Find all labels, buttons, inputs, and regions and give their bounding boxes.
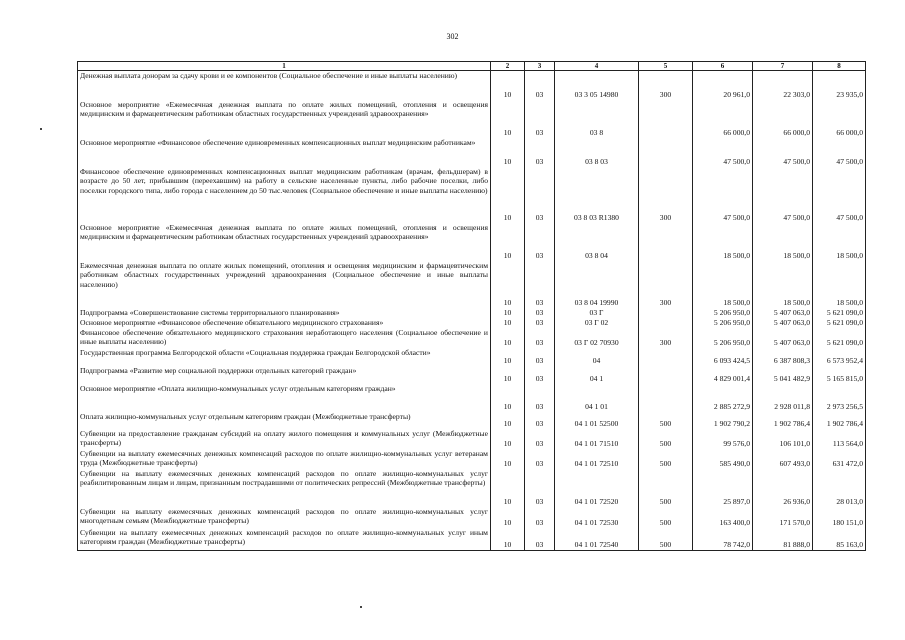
row-amount-year1: 5 206 950,0 (693, 308, 753, 318)
row-subsection-code: 03 (525, 223, 555, 261)
row-amount-year3: 47 500,0 (813, 138, 866, 167)
row-amount-year2: 5 041 482,9 (753, 366, 813, 384)
column-header: 3 (525, 62, 555, 71)
table-row (78, 384, 866, 412)
row-amount-year3: 180 151,0 (813, 507, 866, 528)
row-expense-type (639, 348, 693, 366)
row-amount-year3: 18 500,0 (813, 261, 866, 308)
table-row (78, 366, 866, 384)
row-amount-year2: 1 902 786,4 (753, 412, 813, 429)
row-amount-year3: 2 973 256,5 (813, 384, 866, 412)
row-target-code: 03 Г 02 70930 (555, 328, 639, 348)
row-amount-year2: 5 407 063,0 (753, 328, 813, 348)
row-amount-year3: 85 163,0 (813, 528, 866, 551)
row-target-code: 04 1 (555, 366, 639, 384)
budget-table (77, 61, 866, 551)
row-expense-type: 500 (639, 528, 693, 551)
row-expense-type: 300 (639, 71, 693, 100)
row-target-code: 04 1 01 (555, 384, 639, 412)
row-subsection-code: 03 (525, 366, 555, 384)
row-amount-year2: 47 500,0 (753, 138, 813, 167)
row-amount-year1: 66 000,0 (693, 100, 753, 138)
row-subsection-code: 03 (525, 528, 555, 551)
row-subsection-code: 03 (525, 384, 555, 412)
table-row (78, 100, 866, 138)
row-target-code: 03 8 03 R1380 (555, 167, 639, 223)
row-amount-year1: 2 885 272,9 (693, 384, 753, 412)
row-description: Основное мероприятие «Финансовое обеспечение обязательного медицинского страхования» (78, 318, 491, 328)
row-subsection-code: 03 (525, 138, 555, 167)
row-target-code: 04 1 01 72520 (555, 469, 639, 507)
row-expense-type (639, 318, 693, 328)
column-header: 1 (78, 62, 491, 71)
row-amount-year1: 5 206 950,0 (693, 328, 753, 348)
row-target-code: 03 8 04 (555, 223, 639, 261)
scan-speck (360, 606, 362, 608)
row-description: Субвенции на выплату ежемесячных денежных компенсаций расходов по оплате жилищно-коммунальных услуг реабилитированным лицам и лицам, признанным пострадавшими от политических репрессий (Межбюджетные трансферты) (78, 469, 491, 507)
row-description: Субвенции на выплату ежемесячных денежных компенсаций расходов по оплате жилищно-коммунальных услуг ветеранам труда (Межбюджетные трансферты) (78, 449, 491, 469)
table-row (78, 308, 866, 318)
row-amount-year2: 5 407 063,0 (753, 308, 813, 318)
table-row (78, 412, 866, 429)
row-amount-year3: 113 564,0 (813, 429, 866, 449)
table-row (78, 318, 866, 328)
row-expense-type (639, 384, 693, 412)
row-target-code: 04 1 01 72540 (555, 528, 639, 551)
row-expense-type (639, 100, 693, 138)
row-description: Субвенции на предоставление гражданам субсидий на оплату жилого помещения и коммунальных услуг (Межбюджетные трансферты) (78, 429, 491, 449)
row-section-code: 10 (491, 261, 525, 308)
table-row (78, 328, 866, 348)
row-expense-type: 500 (639, 507, 693, 528)
row-target-code: 03 8 03 (555, 138, 639, 167)
table-row (78, 528, 866, 551)
row-subsection-code: 03 (525, 449, 555, 469)
row-subsection-code: 03 (525, 100, 555, 138)
row-section-code: 10 (491, 384, 525, 412)
row-expense-type (639, 366, 693, 384)
row-section-code: 10 (491, 528, 525, 551)
row-description: Подпрограмма «Развитие мер социальной поддержки отдельных категорий граждан» (78, 366, 491, 384)
column-header: 8 (813, 62, 866, 71)
row-amount-year1: 47 500,0 (693, 167, 753, 223)
page-number: 302 (446, 32, 459, 41)
row-amount-year1: 99 576,0 (693, 429, 753, 449)
row-amount-year3: 28 013,0 (813, 469, 866, 507)
row-amount-year3: 5 621 090,0 (813, 308, 866, 318)
row-section-code: 10 (491, 100, 525, 138)
table-row (78, 261, 866, 308)
row-description: Субвенции на выплату ежемесячных денежных компенсаций расходов по оплате жилищно-коммунальных услуг многодетным семьям (Межбюджетные трансферты) (78, 507, 491, 528)
row-subsection-code: 03 (525, 412, 555, 429)
row-subsection-code: 03 (525, 167, 555, 223)
row-expense-type: 300 (639, 167, 693, 223)
table-row (78, 507, 866, 528)
row-target-code: 04 (555, 348, 639, 366)
row-amount-year2: 26 936,0 (753, 469, 813, 507)
row-expense-type: 300 (639, 328, 693, 348)
row-expense-type: 500 (639, 449, 693, 469)
row-subsection-code: 03 (525, 71, 555, 100)
row-amount-year1: 1 902 790,2 (693, 412, 753, 429)
row-target-code: 03 8 04 19990 (555, 261, 639, 308)
row-section-code: 10 (491, 449, 525, 469)
row-section-code: 10 (491, 167, 525, 223)
row-amount-year2: 47 500,0 (753, 167, 813, 223)
row-target-code: 03 3 05 14980 (555, 71, 639, 100)
row-amount-year2: 5 407 063,0 (753, 318, 813, 328)
row-target-code: 04 1 01 71510 (555, 429, 639, 449)
row-description: Оплата жилищно-коммунальных услуг отдельным категориям граждан (Межбюджетные трансферты) (78, 412, 491, 429)
row-amount-year1: 5 206 950,0 (693, 318, 753, 328)
table-row (78, 138, 866, 167)
row-amount-year2: 18 500,0 (753, 223, 813, 261)
column-header: 4 (555, 62, 639, 71)
row-expense-type: 500 (639, 429, 693, 449)
row-amount-year3: 5 165 815,0 (813, 366, 866, 384)
row-expense-type: 500 (639, 412, 693, 429)
row-section-code: 10 (491, 308, 525, 318)
row-amount-year1: 20 961,0 (693, 71, 753, 100)
row-description: Подпрограмма «Совершенствование системы территориального планирования» (78, 308, 491, 318)
row-amount-year2: 66 000,0 (753, 100, 813, 138)
row-amount-year2: 22 303,0 (753, 71, 813, 100)
row-section-code: 10 (491, 348, 525, 366)
row-amount-year3: 47 500,0 (813, 167, 866, 223)
table-row (78, 167, 866, 223)
row-amount-year3: 5 621 090,0 (813, 328, 866, 348)
row-amount-year1: 4 829 001,4 (693, 366, 753, 384)
row-section-code: 10 (491, 366, 525, 384)
row-expense-type: 500 (639, 469, 693, 507)
row-description: Основное мероприятие «Оплата жилищно-коммунальных услуг отдельным категориям граждан» (78, 384, 491, 412)
row-amount-year3: 18 500,0 (813, 223, 866, 261)
row-description: Государственная программа Белгородской области «Социальная поддержка граждан Белгородской области» (78, 348, 491, 366)
column-header: 2 (491, 62, 525, 71)
row-amount-year3: 1 902 786,4 (813, 412, 866, 429)
row-amount-year1: 18 500,0 (693, 223, 753, 261)
row-section-code: 10 (491, 223, 525, 261)
row-subsection-code: 03 (525, 328, 555, 348)
row-subsection-code: 03 (525, 318, 555, 328)
scan-speck (40, 128, 42, 130)
table-row (78, 348, 866, 366)
table-body (78, 71, 866, 551)
row-amount-year1: 47 500,0 (693, 138, 753, 167)
row-description: Финансовое обеспечение единовременных компенсационных выплат медицинским работникам (врачам, фельдшерам) в возрасте до 50 лет, прибывшим (переехавшим) на работу в сельские населенные пункты, либо рабочие поселки, либо поселки городского типа, либо города с населением до 50 тыс.человек (Социальное обеспечение и иные выплаты населению) (78, 167, 491, 223)
row-amount-year2: 81 888,0 (753, 528, 813, 551)
row-target-code: 03 Г 02 (555, 318, 639, 328)
table-row (78, 429, 866, 449)
row-section-code: 10 (491, 71, 525, 100)
row-description: Основное мероприятие «Ежемесячная денежная выплата по оплате жилых помещений, отопления и освещения медицинским и фармацевтическим работникам областных государственных учреждений здравоохранения» (78, 223, 491, 261)
row-amount-year2: 171 570,0 (753, 507, 813, 528)
row-amount-year1: 18 500,0 (693, 261, 753, 308)
row-section-code: 10 (491, 138, 525, 167)
row-section-code: 10 (491, 412, 525, 429)
row-subsection-code: 03 (525, 507, 555, 528)
row-expense-type (639, 308, 693, 318)
row-target-code: 04 1 01 72530 (555, 507, 639, 528)
row-target-code: 04 1 01 52500 (555, 412, 639, 429)
row-section-code: 10 (491, 318, 525, 328)
row-amount-year3: 23 935,0 (813, 71, 866, 100)
row-description: Денежная выплата донорам за сдачу крови и ее компонентов (Социальное обеспечение и иные выплаты населению) (78, 71, 491, 100)
row-description: Субвенции на выплату ежемесячных денежных компенсаций расходов по оплате жилищно-коммунальных услуг иным категориям граждан (Межбюджетные трансферты) (78, 528, 491, 551)
row-subsection-code: 03 (525, 429, 555, 449)
column-header-row (78, 62, 866, 71)
row-amount-year1: 78 742,0 (693, 528, 753, 551)
column-header: 5 (639, 62, 693, 71)
row-amount-year2: 607 493,0 (753, 449, 813, 469)
table-row (78, 71, 866, 100)
row-subsection-code: 03 (525, 469, 555, 507)
row-amount-year3: 631 472,0 (813, 449, 866, 469)
row-target-code: 04 1 01 72510 (555, 449, 639, 469)
row-description: Основное мероприятие «Ежемесячная денежная выплата по оплате жилых помещений, отопления и освещения медицинским и фармацевтическим работникам областных государственных учреждений здравоохранения» (78, 100, 491, 138)
row-amount-year3: 5 621 090,0 (813, 318, 866, 328)
row-expense-type (639, 138, 693, 167)
row-subsection-code: 03 (525, 308, 555, 318)
row-section-code: 10 (491, 507, 525, 528)
row-amount-year2: 2 928 011,8 (753, 384, 813, 412)
row-expense-type (639, 223, 693, 261)
row-description: Финансовое обеспечение обязательного медицинского страхования неработающего населения (Социальное обеспечение и иные выплаты населению) (78, 328, 491, 348)
row-section-code: 10 (491, 429, 525, 449)
table-row (78, 449, 866, 469)
row-amount-year2: 106 101,0 (753, 429, 813, 449)
row-section-code: 10 (491, 328, 525, 348)
row-subsection-code: 03 (525, 348, 555, 366)
row-amount-year3: 66 000,0 (813, 100, 866, 138)
row-amount-year2: 6 387 808,3 (753, 348, 813, 366)
row-section-code: 10 (491, 469, 525, 507)
row-amount-year1: 25 897,0 (693, 469, 753, 507)
column-header: 7 (753, 62, 813, 71)
row-amount-year1: 163 400,0 (693, 507, 753, 528)
row-amount-year3: 6 573 952,4 (813, 348, 866, 366)
row-expense-type: 300 (639, 261, 693, 308)
row-description: Ежемесячная денежная выплата по оплате жилых помещений, отопления и освещения медицинским и фармацевтическим работникам областных государственных учреждений здравоохранения (Социальное обеспечение и иные выплаты населению) (78, 261, 491, 308)
column-header: 6 (693, 62, 753, 71)
table-row (78, 223, 866, 261)
row-target-code: 03 8 (555, 100, 639, 138)
table-row (78, 469, 866, 507)
row-amount-year2: 18 500,0 (753, 261, 813, 308)
row-description: Основное мероприятие «Финансовое обеспечение единовременных компенсационных выплат медицинским работникам» (78, 138, 491, 167)
row-amount-year1: 585 490,0 (693, 449, 753, 469)
row-subsection-code: 03 (525, 261, 555, 308)
row-target-code: 03 Г (555, 308, 639, 318)
row-amount-year1: 6 093 424,5 (693, 348, 753, 366)
